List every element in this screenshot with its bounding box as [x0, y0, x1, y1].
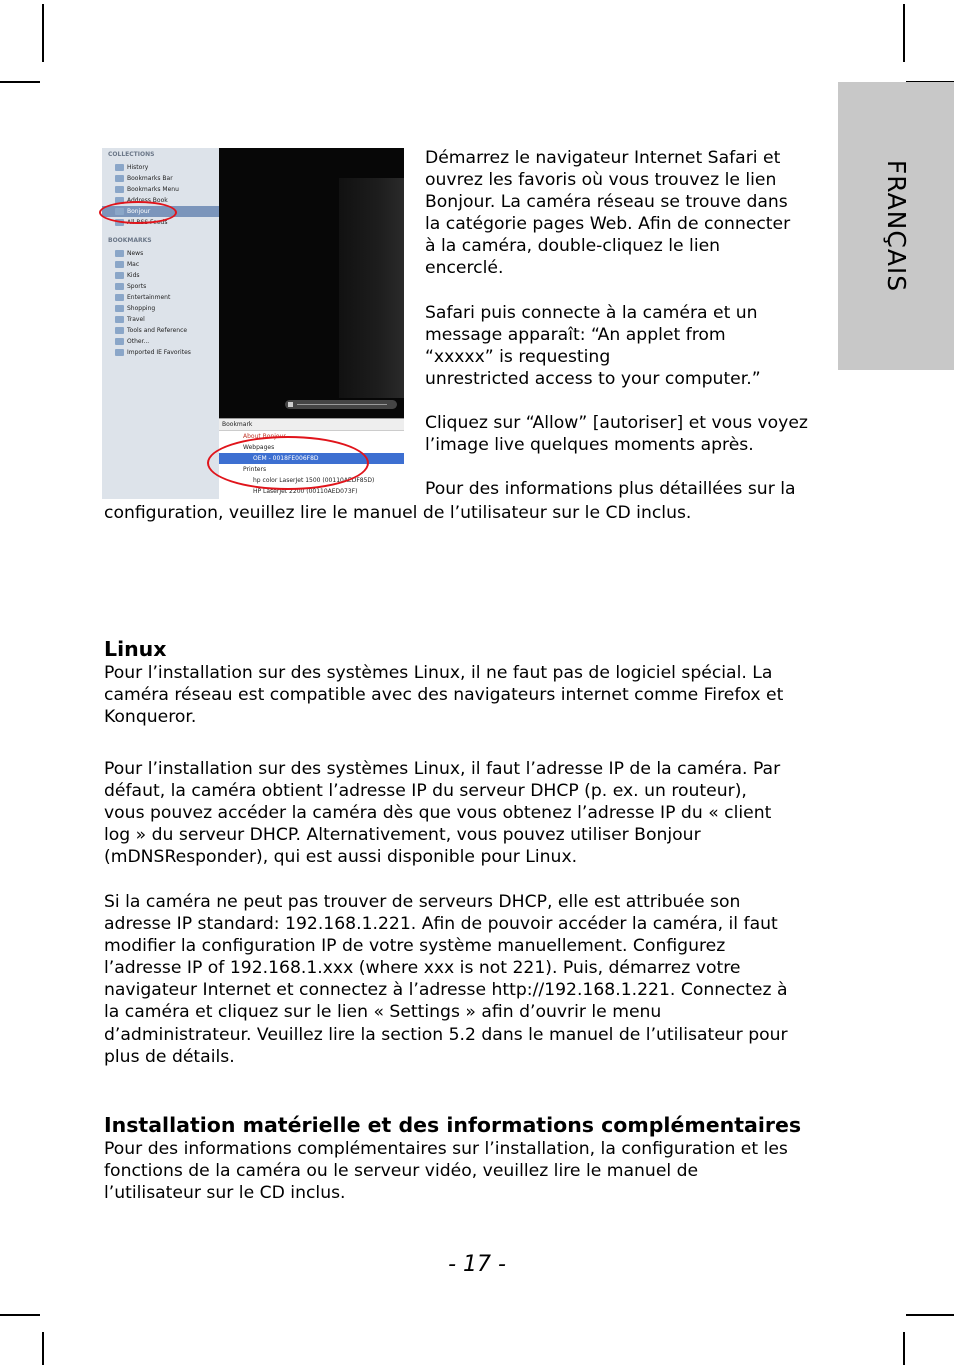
- text-line: vous pouvez accéder la caméra dès que vous obtenez l’adresse IP du « client: [104, 803, 772, 824]
- text-line: navigateur Internet et connectez à l’adresse http://192.168.1.221. Connectez à: [104, 980, 788, 1001]
- safari-instructions-end: configuration, veuillez lire le manuel de l’utilisateur sur le CD inclus.: [104, 503, 692, 523]
- text-line: d’administrateur. Veuillez lire la section 5.2 dans le manuel de l’utilisateur pour: [104, 1024, 788, 1045]
- text-line: plus de détails.: [104, 1046, 235, 1067]
- text-line: caméra réseau est compatible avec des navigateurs internet comme Firefox et: [104, 685, 784, 706]
- linux-paragraph-3: [104, 891, 788, 1068]
- folder-icon: [115, 338, 124, 345]
- sidebar-item-sports[interactable]: Sports: [102, 281, 219, 292]
- folder-icon: [115, 316, 124, 323]
- clock-icon: [115, 164, 124, 171]
- text-line: ouvrez les favoris où vous trouvez le lien: [425, 170, 777, 191]
- text-line: l’adresse IP of 192.168.1.xxx (where xxx is not 221). Puis, démarrez votre: [104, 958, 741, 979]
- text-line: Pour des informations complémentaires sur l’installation, la configuration et les: [104, 1139, 788, 1159]
- bookmark-row-camera[interactable]: OEM - 0018FE006F8D: [219, 453, 404, 464]
- sidebar-item-news[interactable]: News: [102, 248, 219, 259]
- bookmark-list-header[interactable]: Bookmark: [219, 419, 404, 431]
- crop-mark: [42, 1332, 44, 1365]
- highlight-circle-camera-link: [207, 436, 369, 490]
- crop-mark: [0, 1314, 40, 1316]
- sidebar-item-bookmarks-bar[interactable]: Bookmarks Bar: [102, 173, 219, 184]
- sidebar-item-bonjour[interactable]: Bonjour: [102, 206, 219, 217]
- text-line: l’utilisateur sur le CD inclus.: [104, 1183, 346, 1204]
- text-line: unrestricted access to your computer.”: [425, 368, 761, 389]
- linux-paragraph-1: [104, 662, 783, 728]
- sidebar-item-rss-feeds[interactable]: All RSS Feeds: [102, 217, 219, 228]
- language-tab: [838, 82, 954, 370]
- video-area: [219, 148, 404, 418]
- bookmark-row-webpages[interactable]: Webpages: [243, 444, 275, 451]
- sidebar-item-mac[interactable]: Mac: [102, 259, 219, 270]
- sidebar-item-entertainment[interactable]: Entertainment: [102, 292, 219, 303]
- folder-icon: [115, 327, 124, 334]
- book-icon: [115, 186, 124, 193]
- progress-track[interactable]: [297, 404, 387, 405]
- bookmarks-header: BOOKMARKS: [108, 237, 152, 244]
- highlight-circle-bonjour: [99, 201, 177, 224]
- bookmark-row-printer-2[interactable]: HP LaserJet 2200 (00110AED073F): [253, 488, 358, 495]
- bookmark-row-printer-1[interactable]: hp color LaserJet 1500 (00110AEDF85D): [253, 477, 375, 484]
- text-line: Pour l’installation sur des systèmes Linux, il ne faut pas de logiciel spécial. La: [104, 663, 773, 683]
- folder-icon: [115, 349, 124, 356]
- text-line: Bonjour. La caméra réseau se trouve dans: [425, 192, 788, 213]
- safari-instructions: [425, 147, 808, 501]
- folder-icon: [115, 250, 124, 257]
- text-line: modifier la configuration IP de votre système manuellement. Configurez: [104, 936, 726, 957]
- safari-bookmarks-sidebar: [102, 148, 220, 499]
- book-icon: [115, 175, 124, 182]
- sidebar-item-bookmarks-menu[interactable]: Bookmarks Menu: [102, 184, 219, 195]
- bookmark-row-printers[interactable]: Printers: [243, 466, 267, 473]
- crop-mark: [903, 1332, 905, 1365]
- text-line: log » du serveur DHCP. Alternativement, vous pouvez utiliser Bonjour: [104, 825, 701, 846]
- sidebar-item-shopping[interactable]: Shopping: [102, 303, 219, 314]
- text-line: Pour des informations plus détaillées sur la: [425, 479, 796, 500]
- text-line: (mDNSResponder), qui est aussi disponible pour Linux.: [104, 847, 578, 868]
- text-line: fonctions de la caméra ou le serveur vidéo, veuillez lire le manuel de: [104, 1161, 699, 1182]
- sidebar-item-history[interactable]: History: [102, 162, 219, 173]
- page-number: - 17 -: [448, 1252, 506, 1277]
- sidebar-item-kids[interactable]: Kids: [102, 270, 219, 281]
- folder-icon: [115, 305, 124, 312]
- crop-mark: [42, 4, 44, 62]
- text-line: message apparaît: “An applet from: [425, 324, 726, 345]
- folder-icon: [115, 283, 124, 290]
- text-line: Pour l’installation sur des systèmes Linux, il faut l’adresse IP de la caméra. Par: [104, 759, 781, 779]
- crop-mark: [903, 4, 905, 62]
- text-line: l’image live quelques moments après.: [425, 435, 754, 456]
- text-line: la caméra et cliquez sur le lien « Settings » afin d’ouvrir le menu: [104, 1002, 662, 1023]
- text-line: à la caméra, double-cliquez le lien: [425, 236, 721, 257]
- crop-mark: [0, 81, 40, 83]
- sidebar-item-imported-ie[interactable]: Imported IE Favorites: [102, 347, 219, 358]
- bookmark-row-about-bonjour[interactable]: About Bonjour: [243, 433, 286, 440]
- video-shadow: [339, 178, 404, 398]
- text-line: Safari puis connecte à la caméra et un: [425, 302, 758, 323]
- text-line: Démarrez le navigateur Internet Safari et: [425, 148, 781, 168]
- text-line: Cliquez sur “Allow” [autoriser] et vous voyez: [425, 413, 808, 434]
- text-line: Si la caméra ne peut pas trouver de serveurs DHCP, elle est attribuée son: [104, 892, 741, 912]
- collections-header: COLLECTIONS: [108, 151, 155, 158]
- linux-heading: Linux: [104, 637, 167, 661]
- text-line: “xxxxx” is requesting: [425, 346, 611, 367]
- text-line: défaut, la caméra obtient l’adresse IP du serveur DHCP (p. ex. un routeur),: [104, 781, 747, 802]
- sidebar-item-other[interactable]: Other...: [102, 336, 219, 347]
- sidebar-item-address-book[interactable]: Address Book: [102, 195, 219, 206]
- video-control-bar[interactable]: [285, 400, 397, 409]
- play-icon[interactable]: [288, 402, 293, 407]
- install-paragraph: [104, 1138, 788, 1204]
- text-line: la catégorie pages Web. Afin de connecter: [425, 214, 791, 235]
- text-line: adresse IP standard: 192.168.1.221. Afin de pouvoir accéder la caméra, il faut: [104, 914, 778, 935]
- text-line: Konqueror.: [104, 707, 197, 728]
- folder-icon: [115, 261, 124, 268]
- folder-icon: [115, 272, 124, 279]
- sidebar-item-tools[interactable]: Tools and Reference: [102, 325, 219, 336]
- install-heading: Installation matérielle et des informations complémentaires: [104, 1113, 802, 1137]
- crop-mark: [906, 1314, 954, 1316]
- sidebar-item-travel[interactable]: Travel: [102, 314, 219, 325]
- folder-icon: [115, 294, 124, 301]
- text-line: encerclé.: [425, 258, 504, 279]
- language-tab-label: FRANÇAIS: [882, 159, 911, 293]
- linux-paragraph-2: [104, 758, 780, 868]
